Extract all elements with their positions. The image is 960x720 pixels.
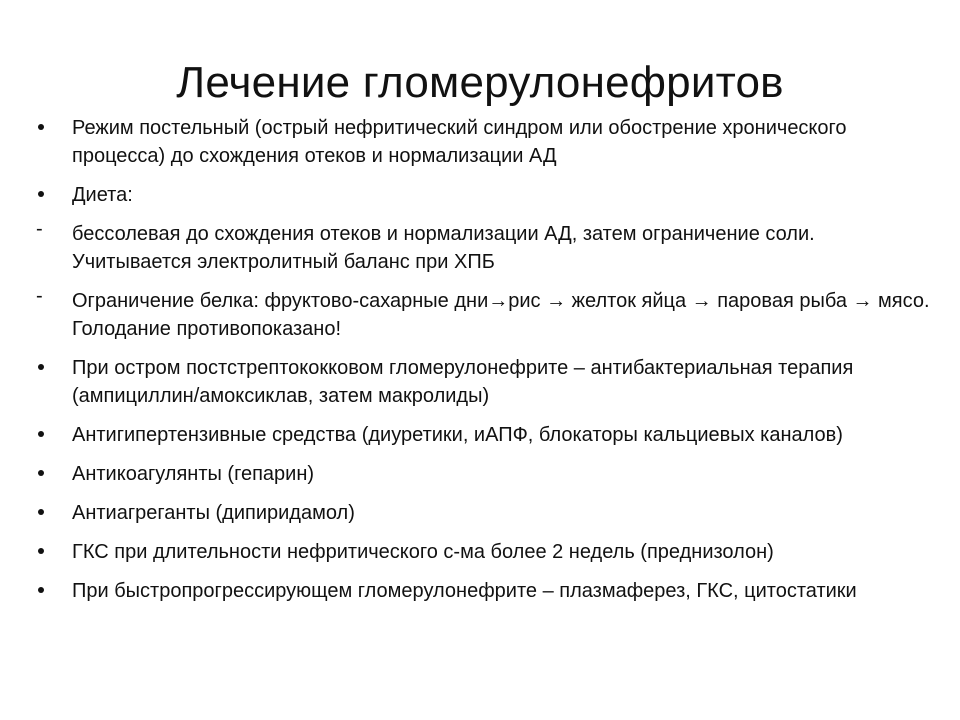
bullet-list — [36, 114, 936, 616]
list-item-text: При остром постстрептококковом гломерулонефрите – антибактериальная терапия (ампициллин/амоксиклав, затем макролиды) — [72, 357, 854, 407]
list-item-text: Режим постельный (острый нефритический синдром или обострение хронического процесса) до схождения отеков и нормализации АД — [72, 117, 847, 167]
list-item — [36, 460, 936, 488]
list-item — [36, 499, 936, 527]
list-item-text: Антиагреганты (дипиридамол) — [72, 502, 355, 524]
list-item-text: Антикоагулянты (гепарин) — [72, 463, 315, 485]
dash-icon: - — [36, 218, 43, 240]
list-item — [36, 287, 936, 343]
list-item — [36, 577, 936, 605]
list-item — [36, 114, 936, 170]
list-item-text: Антигипертензивные средства (диуретики, иАПФ, блокаторы кальциевых каналов) — [72, 424, 843, 446]
list-item-text: ГКС при длительности нефритического с-ма более 2 недель (преднизолон) — [72, 541, 774, 563]
list-item — [36, 421, 936, 449]
list-item — [36, 354, 936, 410]
list-item — [36, 538, 936, 566]
dash-icon: - — [36, 285, 43, 307]
list-item-text: Ограничение белка: фруктово-сахарные дни→рис → желток яйца → паровая рыба → мясо. Голодание противопоказано! — [72, 290, 930, 340]
list-item — [36, 181, 936, 209]
list-item-text: Диета: — [72, 184, 133, 206]
list-item-text: При быстропрогрессирующем гломерулонефрите – плазмаферез, ГКС, цитостатики — [72, 580, 857, 602]
slide-title: Лечение гломерулонефритов — [176, 58, 784, 108]
list-item-text: бессолевая до схождения отеков и нормализации АД, затем ограничение соли. Учитывается электролитный баланс при ХПБ — [72, 223, 815, 273]
list-item — [36, 220, 936, 276]
